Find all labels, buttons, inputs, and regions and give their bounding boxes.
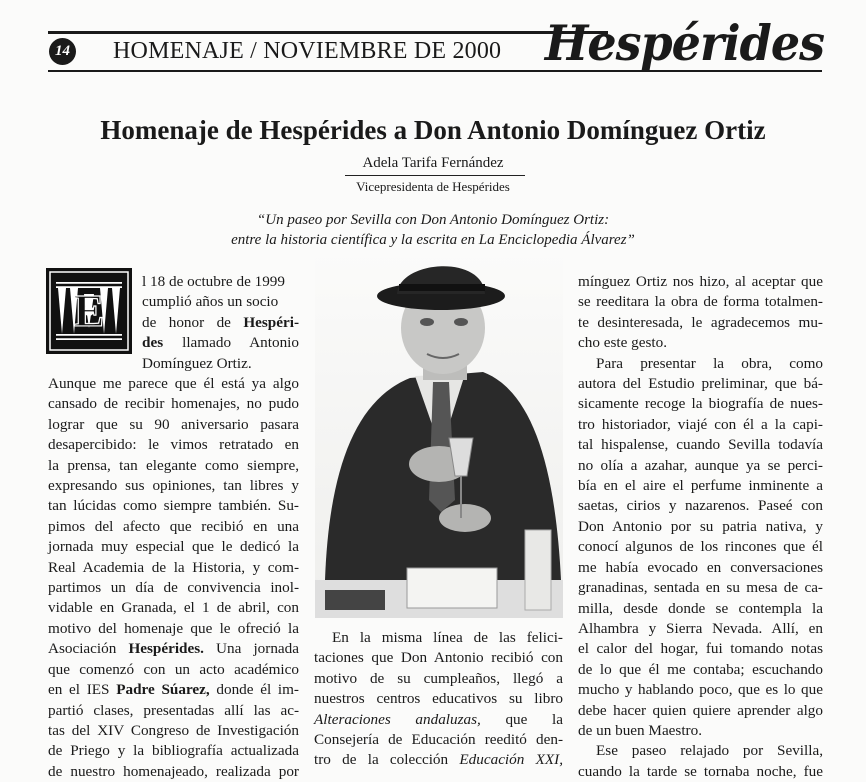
text-line: Ese paseo relajado por Sevilla, <box>596 742 823 760</box>
text-line: mucho y hablando poco, que es lo que <box>578 681 823 699</box>
association-name: Hespéri- <box>243 313 299 331</box>
epigraph-line-2: entre la historia científica y la escrita en La Enciclopedia Álvarez” <box>231 232 635 248</box>
text-line: Don Antonio por su patria nativa, y <box>578 517 823 535</box>
association-name: des <box>142 334 164 352</box>
text-line: l 18 de octubre de 1999 <box>142 273 285 290</box>
text-line: de lo que él me contaba; escuchando <box>578 660 823 678</box>
text-line: se reeditara la obra de forma totalmen- <box>578 293 823 311</box>
text-line: Asociación <box>48 640 129 658</box>
article-title: Homenaje de Hespérides a Don Antonio Domínguez Ortiz <box>100 115 766 145</box>
text-line: de honor de <box>142 313 244 331</box>
text-line: conocí algunos de los rincones que él <box>578 538 823 556</box>
column-2-body <box>314 628 563 771</box>
column-3-body <box>578 272 823 782</box>
text-line: que la <box>480 710 563 728</box>
text-line: Una jornada <box>203 640 300 658</box>
text-line: En la misma línea de las felici- <box>332 629 563 646</box>
text-line: tro historiador, viajé con él a la capi- <box>578 415 823 433</box>
collection-name: Educación XXI, <box>459 751 564 769</box>
text-line: granadinas, sentada en su mesa de ca- <box>578 579 823 597</box>
author-role: Vicepresidenta de Hespérides <box>356 179 510 194</box>
text-line: de nuestro homenajeado, realizada por <box>48 762 299 780</box>
text-line: Real Academia de la Historia, y com- <box>48 558 299 576</box>
text-line: en el IES <box>48 681 117 699</box>
column-1-intro <box>142 272 299 374</box>
text-line: pimos del afecto que recibió en una <box>48 517 299 535</box>
text-line: Consejería de Educación reeditó den- <box>314 731 563 749</box>
text-line: cumplió años un socio <box>142 293 279 311</box>
text-line: milla, desde donde se contempla la <box>578 599 823 617</box>
text-line: motivo del homenaje que le ofreció la <box>48 619 299 637</box>
text-line: saetas, cirios y nazarenos. Paseé con <box>578 497 823 515</box>
text-line: nuestros centros educativos su libro <box>314 690 563 708</box>
text-line: tro de la colección <box>314 751 460 769</box>
column-1-body <box>48 374 299 782</box>
text-line: de un buen Maestro. <box>578 721 702 739</box>
text-line: bía en el aire el perfume inminente a <box>578 477 823 495</box>
text-line: mínguez Ortiz nos hizo, al aceptar que <box>578 273 823 290</box>
drop-cap-letter: E <box>73 285 105 336</box>
text-line: Domínguez Ortiz. <box>142 354 252 372</box>
text-line: Aunque me parece que él está ya algo <box>48 375 299 392</box>
text-line: la prensa, tan elegante como siempre, <box>48 456 299 474</box>
text-line: tan lúcidas como siempre también. Su- <box>48 497 299 515</box>
text-line: sicamente recoge la biografía de nues- <box>578 395 823 413</box>
drop-cap <box>46 268 132 354</box>
text-line: donde él im- <box>209 681 299 699</box>
text-line: debe hacer quien quiere aprender algo <box>578 701 823 719</box>
school-name: Padre Súarez, <box>116 681 210 699</box>
masthead-logo: Hespérides <box>544 14 824 72</box>
section-title: HOMENAJE / NOVIEMBRE DE 2000 <box>113 38 502 64</box>
text-line: jornada muy especial que le dedicó la <box>48 538 299 556</box>
author-name: Adela Tarifa Fernández <box>362 155 504 171</box>
text-line: partió clases, presentadas allí las ac- <box>48 701 299 719</box>
text-line: autora del Estudio preliminar, que bá- <box>578 375 823 393</box>
text-line: llamado Antonio <box>163 334 299 352</box>
text-line: te desinteresada, le agradecemos mu- <box>578 313 823 331</box>
text-line: Alhambra y Sierra Nevada. Allí, en <box>578 619 823 637</box>
text-line: tal hispalense, cuando Sevilla todavía <box>578 436 823 454</box>
text-line: cuando la tarde se tornaba noche, fue <box>578 762 823 780</box>
author-underline <box>345 175 525 176</box>
text-line: expresando sus opiniones, tan libres y <box>48 477 299 495</box>
text-line: lograr que su 90 aniversario pasara <box>48 415 299 433</box>
header-top-rule <box>48 31 608 34</box>
text-line: Para presentar la obra, como <box>596 354 823 372</box>
text-line: partimos un día de convivencia inol- <box>48 579 299 597</box>
text-line: me había evocado en conversaciones <box>578 558 823 576</box>
text-line: desapercibido: le vimos retratado en <box>48 436 299 454</box>
epigraph-line-1: “Un paseo por Sevilla con Don Antonio Domínguez Ortiz: <box>256 212 610 228</box>
book-title: Alteraciones andaluzas, <box>314 710 481 728</box>
text-line: vidable en Granada, el 1 de abril, con <box>48 599 299 617</box>
text-line: que comenzó con un acto académico <box>48 660 299 678</box>
text-line: cho este gesto. <box>578 334 667 352</box>
text-line: tas del XIV Congreso de Investigación <box>48 721 299 739</box>
page-number: 14 <box>49 38 76 65</box>
text-line: el calor del hogar, fui tomando notas <box>578 640 823 658</box>
text-line: no olía a azahar, aunque ya se perci- <box>578 456 823 474</box>
text-line: motivo de su cumpleaños, llegó a <box>314 669 563 687</box>
portrait-photo <box>315 250 563 618</box>
association-name: Hespérides. <box>128 640 204 658</box>
text-line: taciones que Don Antonio recibió con <box>314 649 563 667</box>
text-line: cansado de recibir homenajes, no pudo <box>48 395 299 413</box>
text-line: de Priego y la bibliografía actualizada <box>48 742 299 760</box>
